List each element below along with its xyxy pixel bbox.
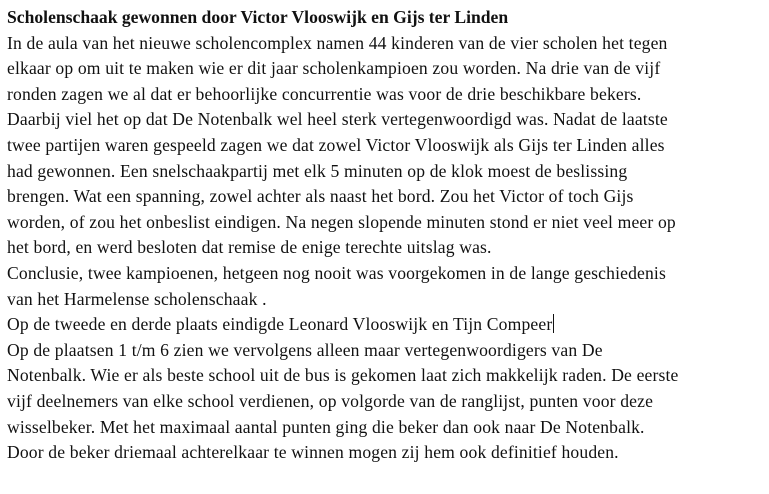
text-line-16: wisselbeker. Met het maximaal aantal punten ging die beker dan ook naar De Notenbalk. [7,416,645,437]
text-line-2: elkaar op om uit te maken wie er dit jaar scholenkampioen zou worden. Na drie van de vijf [7,58,661,79]
text-line-15: vijf deelnemers van elke school verdienen, op volgorde van de ranglijst, punten voor deze [7,390,654,411]
text-line-4: Daarbij viel het op dat De Notenbalk wel heel sterk vertegenwoordigd was. Nadat de laatste [7,109,668,130]
text-line-17: Door de beker driemaal achterelkaar te winnen mogen zij hem ook definitief houden. [7,442,619,463]
document-body [7,5,765,466]
text-line-1: In de aula van het nieuwe scholencomplex namen 44 kinderen van de vier scholen het tegen [7,32,668,53]
article-title: Scholenschaak gewonnen door Victor Vlooswijk en Gijs ter Linden [7,7,509,27]
text-line-7: brengen. Wat een spanning, zowel achter als naast het bord. Zou het Victor of toch Gijs [7,186,634,207]
text-line-10: Conclusie, twee kampioenen, hetgeen nog nooit was voorgekomen in de lange geschiedenis [7,262,666,283]
text-line-3: ronden zagen we al dat er behoorlijke concurrentie was voor de drie beschikbare bekers. [7,83,642,104]
text-line-5: twee partijen waren gespeeld zagen we dat zowel Victor Vlooswijk als Gijs ter Linden alles [7,134,665,155]
text-line-6: had gewonnen. Een snelschaakpartij met elk 5 minuten op de klok moest de beslissing [7,160,628,181]
text-line-8: worden, of zou het onbeslist eindigen. Na negen slopende minuten stond er niet veel meer op [7,211,676,232]
text-line-13: Op de plaatsen 1 t/m 6 zien we vervolgens alleen maar vertegenwoordigers van De [7,339,603,360]
text-line-9: het bord, en werd besloten dat remise de enige terechte uitslag was. [7,237,492,258]
text-line-12-content[interactable]: Op de tweede en derde plaats eindigde Leonard Vlooswijk en Tijn Compeer [7,314,553,335]
text-cursor [553,314,554,333]
text-line-14: Notenbalk. Wie er als beste school uit de bus is gekomen laat zich makkelijk raden. De eerste [7,365,679,386]
text-line-12[interactable] [7,312,765,338]
text-line-11: van het Harmelense scholenschaak . [7,288,267,309]
